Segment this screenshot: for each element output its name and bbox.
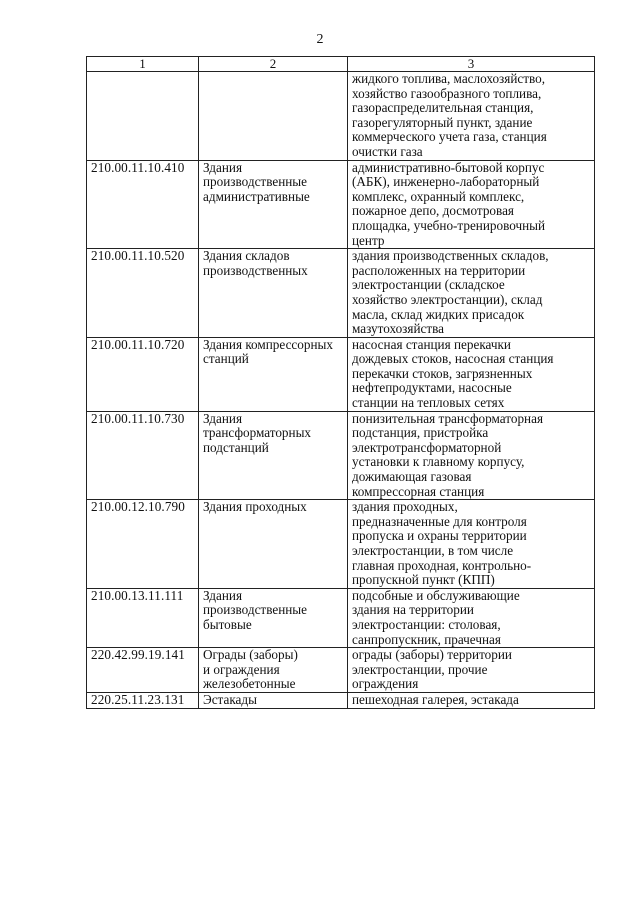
object-description-cell: административно-бытовой корпус (АБК), инженерно-лабораторный комплекс, охранный комплекс, пожарное депо, досмотровая площадка, учебно-тренировочный центр [348, 160, 595, 249]
table-row [87, 411, 595, 500]
object-description-cell: здания производственных складов, расположенных на территории электростанции (складское хозяйство электростанции), склад масла, склад жидких присадок мазутохозяйства [348, 249, 595, 338]
table-row [87, 500, 595, 589]
object-name-cell: Здания проходных [199, 500, 348, 589]
object-name-cell [199, 72, 348, 161]
okof-code-cell: 220.25.11.23.131 [87, 692, 199, 708]
okof-code-cell: 210.00.12.10.790 [87, 500, 199, 589]
table-row [87, 692, 595, 708]
okof-code-cell: 210.00.11.10.520 [87, 249, 199, 338]
column-header-2: 2 [199, 57, 348, 72]
object-description-cell: подсобные и обслуживающие здания на территории электростанции: столовая, санпропускник, прачечная [348, 588, 595, 647]
okof-code-cell: 210.00.11.10.730 [87, 411, 199, 500]
table-row [87, 648, 595, 693]
column-header-3: 3 [348, 57, 595, 72]
object-description-cell: пешеходная галерея, эстакада [348, 692, 595, 708]
page-number: 2 [316, 32, 324, 47]
object-name-cell: Здания производственные административные [199, 160, 348, 249]
table-row [87, 588, 595, 647]
object-description-cell: насосная станция перекачки дождевых стоков, насосная станция перекачки стоков, загрязненных нефтепродуктами, насосные станции на тепловых сетях [348, 337, 595, 411]
table-row [87, 72, 595, 161]
object-description-cell: жидкого топлива, маслохозяйство, хозяйство газообразного топлива, газораспределительная станция, газорегуляторный пункт, здание коммерческого учета газа, станция очистки газа [348, 72, 595, 161]
object-name-cell: Здания трансформаторных подстанций [199, 411, 348, 500]
object-description-cell: понизительная трансформаторная подстанция, пристройка электротрансформаторной установки к главному корпусу, дожимающая газовая компрессорная станция [348, 411, 595, 500]
okof-code-cell: 210.00.11.10.720 [87, 337, 199, 411]
object-name-cell: Здания складов производственных [199, 249, 348, 338]
object-name-cell: Здания производственные бытовые [199, 588, 348, 647]
object-name-cell: Эстакады [199, 692, 348, 708]
okof-code-cell: 220.42.99.19.141 [87, 648, 199, 693]
table-row [87, 337, 595, 411]
column-header-1: 1 [87, 57, 199, 72]
okof-code-cell [87, 72, 199, 161]
object-name-cell: Здания компрессорных станций [199, 337, 348, 411]
table-row [87, 160, 595, 249]
object-name-cell: Ограды (заборы) и ограждения железобетонные [199, 648, 348, 693]
okof-code-cell: 210.00.11.10.410 [87, 160, 199, 249]
classification-table [86, 56, 595, 709]
object-description-cell: ограды (заборы) территории электростанции, прочие ограждения [348, 648, 595, 693]
okof-code-cell: 210.00.13.11.111 [87, 588, 199, 647]
object-description-cell: здания проходных, предназначенные для контроля пропуска и охраны территории электростанции, в том числе главная проходная, контрольно- пропускной пункт (КПП) [348, 500, 595, 589]
table-row [87, 249, 595, 338]
table-header-row [87, 57, 595, 72]
